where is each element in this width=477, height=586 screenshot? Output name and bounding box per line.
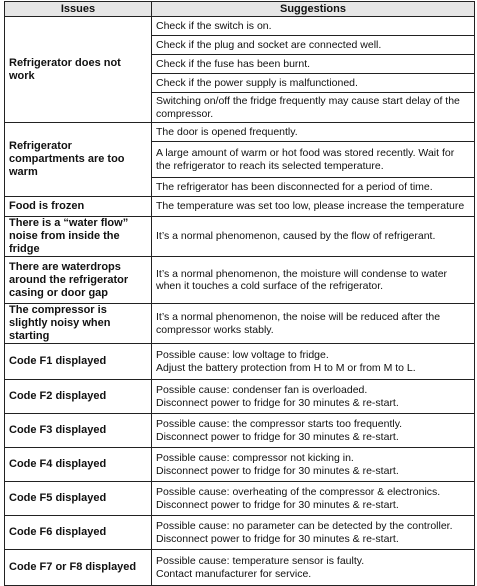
- suggestion-cell: [152, 516, 475, 550]
- suggestions-column-header: Suggestions: [152, 2, 475, 17]
- table-row: [5, 448, 475, 482]
- suggestion-line: Disconnect power to fridge for 30 minutes & re-start.: [156, 396, 399, 409]
- suggestion-line: Possible cause: condenser fan is overloaded.: [156, 384, 368, 396]
- suggestion-line: Check if the power supply is malfunctioned.: [156, 76, 358, 89]
- suggestion-cell: [152, 448, 475, 482]
- suggestion-line: The refrigerator has been disconnected for a period of time.: [156, 180, 433, 193]
- suggestion-line: compressor.: [156, 107, 214, 120]
- issue-cell: Refrigerator compartments are too warm: [5, 123, 152, 197]
- issues-column-header: Issues: [5, 2, 152, 17]
- suggestion-cell: [152, 197, 475, 217]
- issue-cell: Code F5 displayed: [5, 482, 152, 516]
- table-body: [5, 17, 475, 586]
- issue-cell: Code F1 displayed: [5, 344, 152, 380]
- suggestion-line: Disconnect power to fridge for 30 minutes & re-start.: [156, 430, 399, 443]
- suggestion-line: Possible cause: temperature sensor is faulty.: [156, 555, 365, 567]
- suggestion-line: The door is opened frequently.: [156, 125, 298, 138]
- issue-cell: There are waterdrops around the refrigerator casing or door gap: [5, 257, 152, 304]
- suggestion-line: Switching on/off the fridge frequently may cause start delay of the: [156, 95, 460, 107]
- table-row: [5, 516, 475, 550]
- suggestion-cell: [152, 414, 475, 448]
- issue-cell: Code F7 or F8 displayed: [5, 550, 152, 586]
- table-row: [5, 304, 475, 344]
- suggestion-line: Possible cause: low voltage to fridge.: [156, 349, 329, 361]
- issue-cell: The compressor is slightly noisy when starting: [5, 304, 152, 344]
- suggestion-line: The temperature was set too low, please increase the temperature: [156, 200, 465, 213]
- issue-cell: Code F3 displayed: [5, 414, 152, 448]
- suggestion-cell: [152, 217, 475, 257]
- issue-cell: Refrigerator does not work: [5, 17, 152, 123]
- suggestion-cell: [152, 344, 475, 380]
- suggestion-cell: [152, 93, 475, 123]
- suggestion-cell: [152, 55, 475, 74]
- issue-cell: There is a “water flow” noise from inside the fridge: [5, 217, 152, 257]
- suggestion-line: Contact manufacturer for service.: [156, 567, 312, 580]
- suggestion-line: Possible cause: overheating of the compressor & electronics.: [156, 486, 441, 498]
- suggestion-line: Possible cause: compressor not kicking in.: [156, 452, 354, 464]
- suggestion-line: It’s a normal phenomenon, the noise will be reduced after the: [156, 311, 441, 323]
- suggestion-cell: [152, 550, 475, 586]
- suggestion-cell: [152, 123, 475, 142]
- issue-cell: Code F2 displayed: [5, 380, 152, 414]
- suggestion-cell: [152, 178, 475, 197]
- suggestion-line: Adjust the battery protection from H to M or from M to L.: [156, 361, 416, 374]
- table-row: [5, 17, 475, 36]
- suggestion-line: A large amount of warm or hot food was stored recently. Wait for: [156, 147, 455, 159]
- issue-cell: Code F6 displayed: [5, 516, 152, 550]
- suggestion-cell: [152, 36, 475, 55]
- table-row: [5, 257, 475, 304]
- table-row: [5, 344, 475, 380]
- suggestion-line: Disconnect power to fridge for 30 minutes & re-start.: [156, 464, 399, 477]
- suggestion-cell: [152, 142, 475, 178]
- suggestion-line: the refrigerator to reach its selected temperature.: [156, 159, 384, 172]
- issue-cell: Food is frozen: [5, 197, 152, 217]
- suggestion-line: Possible cause: no parameter can be detected by the controller.: [156, 520, 453, 532]
- suggestion-cell: [152, 17, 475, 36]
- table-row: [5, 380, 475, 414]
- suggestion-line: Check if the fuse has been burnt.: [156, 57, 311, 70]
- table-row: [5, 414, 475, 448]
- table-header-row: [5, 2, 475, 17]
- suggestion-line: Check if the plug and socket are connected well.: [156, 38, 382, 51]
- suggestion-line: It’s a normal phenomenon, the moisture will condense to water: [156, 267, 448, 280]
- suggestion-cell: [152, 380, 475, 414]
- table-row: [5, 482, 475, 516]
- suggestion-line: Disconnect power to fridge for 30 minutes & re-start.: [156, 532, 399, 545]
- suggestion-line: Check if the switch is on.: [156, 19, 272, 32]
- suggestion-line: It’s a normal phenomenon, caused by the flow of refrigerant.: [156, 230, 436, 243]
- table-row: [5, 550, 475, 586]
- suggestion-line: Possible cause: the compressor starts too frequently.: [156, 418, 403, 430]
- suggestion-cell: [152, 482, 475, 516]
- table-row: [5, 217, 475, 257]
- suggestion-cell: [152, 304, 475, 344]
- suggestion-line: Disconnect power to fridge for 30 minutes & re-start.: [156, 498, 399, 511]
- table-row: [5, 197, 475, 217]
- suggestion-cell: [152, 257, 475, 304]
- troubleshooting-table: [4, 1, 475, 586]
- suggestion-line: when it touches a cold surface of the refrigerator.: [156, 280, 384, 292]
- table-row: [5, 123, 475, 142]
- suggestion-line: compressor works stably.: [156, 323, 274, 336]
- suggestion-cell: [152, 74, 475, 93]
- issue-cell: Code F4 displayed: [5, 448, 152, 482]
